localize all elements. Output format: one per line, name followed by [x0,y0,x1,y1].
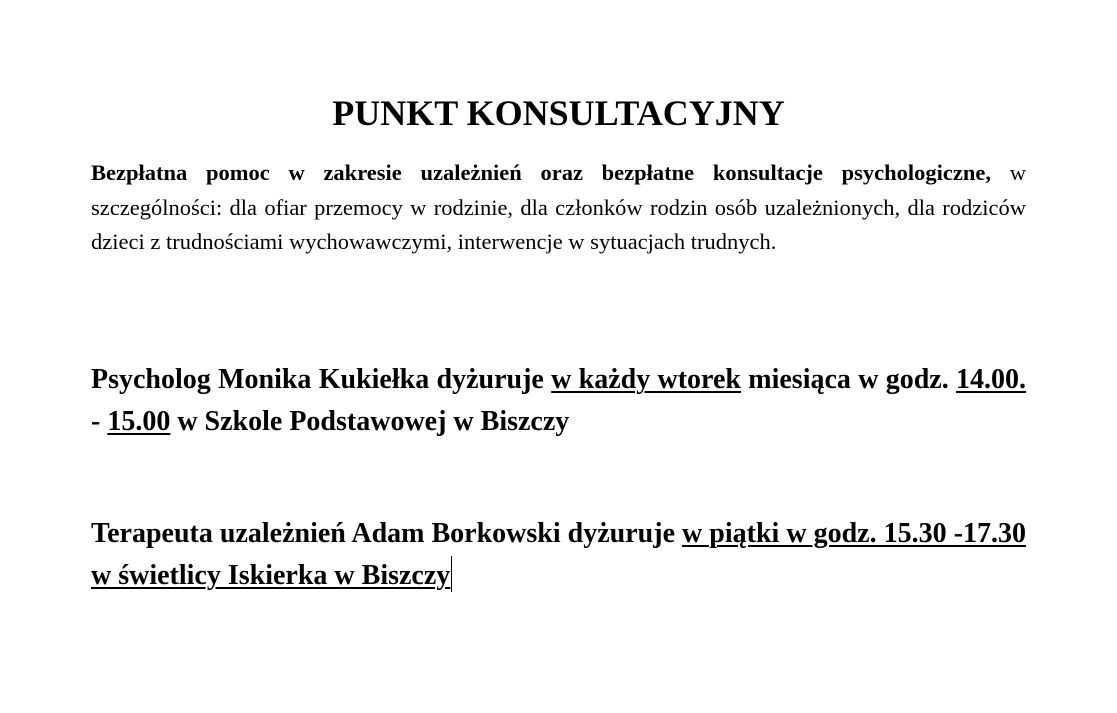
psychologist-dash: - [91,406,108,437]
intro-regular-text: w szczególności: dla ofiar przemocy w rodzinie, dla członków rodzin osób uzależnionych, dla rodziców dzieci z trudnościami wychowawczymi, interwencje w sytuacjach trudnych. [91,160,1026,254]
therapist-duty-paragraph [91,513,1026,597]
text-cursor [451,556,452,592]
psychologist-place-text: w Szkole Podstawowej w Biszczy [170,406,570,437]
psychologist-day-text: w każdy wtorek [551,364,741,395]
therapist-lead-text: Terapeuta uzależnień Adam Borkowski dyżuruje [91,518,683,549]
psychologist-time-end: 15.00 [107,406,171,437]
page-title: PUNKT KONSULTACYJNY [332,93,785,133]
psychologist-mid-text: miesiąca w godz. [740,364,957,395]
therapist-schedule-text: w piątki w godz. 15.30 -17.30 w świetlicy Iskierka w Biszczy [91,518,1026,591]
psychologist-lead-text: Psycholog Monika Kukiełka dyżuruje [91,364,552,395]
intro-bold-text: Bezpłatna pomoc w zakresie uzależnień oraz bezpłatne konsultacje psychologiczne, [91,160,992,185]
psychologist-duty-paragraph [91,359,1026,443]
intro-paragraph [91,156,1026,260]
psychologist-time-start: 14.00. [956,364,1027,395]
